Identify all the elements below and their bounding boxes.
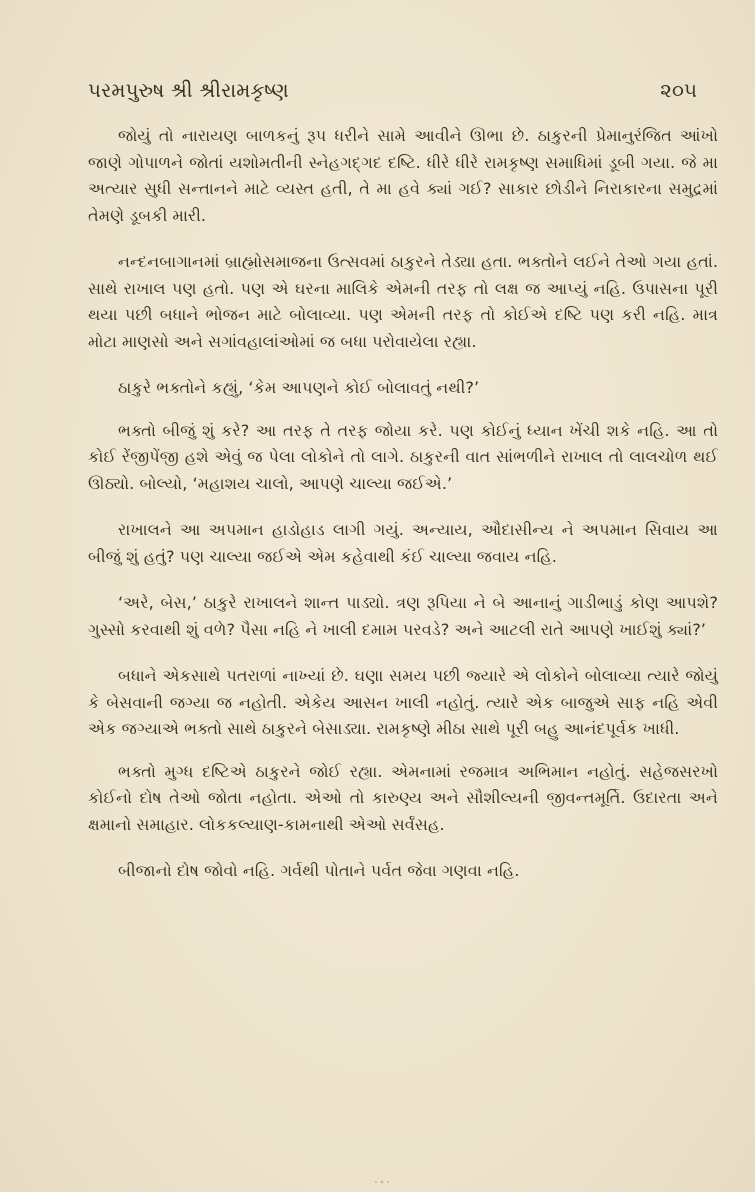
printer-ornament (372, 1180, 392, 1184)
paragraph: નન્દનબાગાનમાં બ્રાહ્મોસમાજના ઉત્સવમાં ઠાકુરને તેડ્યા હતા. ભક્તોને લઈને તેઓ ગયા હતાં. સાથે રાખાલ પણ હતો. પણ એ ઘરના માલિકે એમની તરફ તો લક્ષ જ આપ્યું નહિ. ઉપાસના પૂરી થયા પછી બધાને ભોજન માટે બોલાવ્યા. પણ એમની તરફ તો કોઈએ દષ્ટિ પણ કરી નહિ. માત્ર મોટા માણસો અને સગાંવહાલાંઓમાં જ બધા પરોવાયેલા રહ્યા. (88, 252, 718, 351)
paragraph: જોયું તો નારાયણ બાળકનું રૂપ ધરીને સામે આવીને ઊભા છે. ઠાકુરની પ્રેમાનુરંજિત આંખો જાણે ગોપાળને જોતાં યશોમતીની સ્નેહગદ્‌ગદ દષ્ટિ. ધીરે ધીરે રામકૃષ્ણ સમાધિમાં ડૂબી ગયા. જે મા અત્યાર સુધી સન્તાનને માટે વ્યસ્ત હતી, તે મા હવે ક્યાં ગઈ? સાકાર છોડીને નિરાકારના સમુદ્રમાં તેમણે ડૂબકી મારી. (88, 126, 718, 225)
ornament-icon (372, 1180, 392, 1184)
paragraph: ‘અરે, બેસ,’ ઠાકુરે રાખાલને શાન્ત પાડ્યો. ત્રણ રૂપિયા ને બે આનાનું ગાડીભાડું કોણ આપશે? ગુસ્સો કરવાથી શું વળે? પૈસા નહિ ને ખાલી દમામ પરવડે? અને આટલી રાતે આપણે ખાઈશું ક્યાં?’ (88, 593, 718, 639)
paragraph: ભક્તો મુગ્ધ દષ્ટિએ ઠાકુરને જોઈ રહ્યા. એમનામાં રજમાત્ર અભિમાન નહોતું. સહેજસરખો કોઈનો દોષ તેઓ જોતા નહોતા. એઓ તો કારુણ્ય અને સૌશીલ્યની જીવન્તમૂર્તિ. ઉદારતા અને ક્ષમાનો સમાહાર. લોકકલ્યાણ-કામનાથી એઓ સર્વંસહ. (88, 761, 718, 834)
paragraph: બીજાનો દોષ જોવો નહિ. ગર્વથી પોતાને પર્વત જેવા ગણવા નહિ. (118, 861, 520, 880)
running-head: પરમપુરુષ શ્રી શ્રીરામકૃષ્ણ (88, 78, 289, 102)
paragraph: ભક્તો બીજું શું કરે? આ તરફ તે તરફ જોયા કરે. પણ કોઈનું ધ્યાન ખેંચી શકે નહિ. આ તો કોઈ રેંજીપેંજી હશે એવું જ પેલા લોકોને તો લાગે. ઠાકુરની વાત સાંભળીને રાખાલ તો લાલચોળ થઈ ઊઠ્યો. બોલ્યો, ‘મહાશય ચાલો, આપણે ચાલ્યા જઈએ.’ (88, 420, 718, 493)
page-header (88, 78, 707, 108)
page-number: ૨૦૫ (660, 78, 697, 102)
paragraph: રાખાલને આ અપમાન હાડોહાડ લાગી ગયું. અન્યાય, ઔદાસીન્ય ને અપમાન સિવાય આ બીજું શું હતું? પણ ચાલ્યા જઈએ એમ કહેવાથી કંઈ ચાલ્યા જવાય નહિ. (88, 520, 718, 566)
paragraph: બધાને એકસાથે પતરાળાં નાખ્યાં છે. ઘણા સમય પછી જ્યારે એ લોકોને બોલાવ્યા ત્યારે જોયું કે બેસવાની જગ્યા જ નહોતી. એકેય આસન ખાલી નહોતું. ત્યારે એક બાજુએ સાફ નહિ એવી એક જગ્યાએ ભક્તો સાથે ઠાકુરને બેસાડ્યા. રામકૃષ્ણે મીઠા સાથે પૂરી બહુ આનંદપૂર્વક ખાધી. (88, 666, 718, 738)
paragraph: ઠાકુરે ભક્તોને કહ્યું, ‘કેમ આપણને કોઈ બોલાવતું નથી?’ (118, 378, 480, 397)
body-text (88, 123, 718, 905)
